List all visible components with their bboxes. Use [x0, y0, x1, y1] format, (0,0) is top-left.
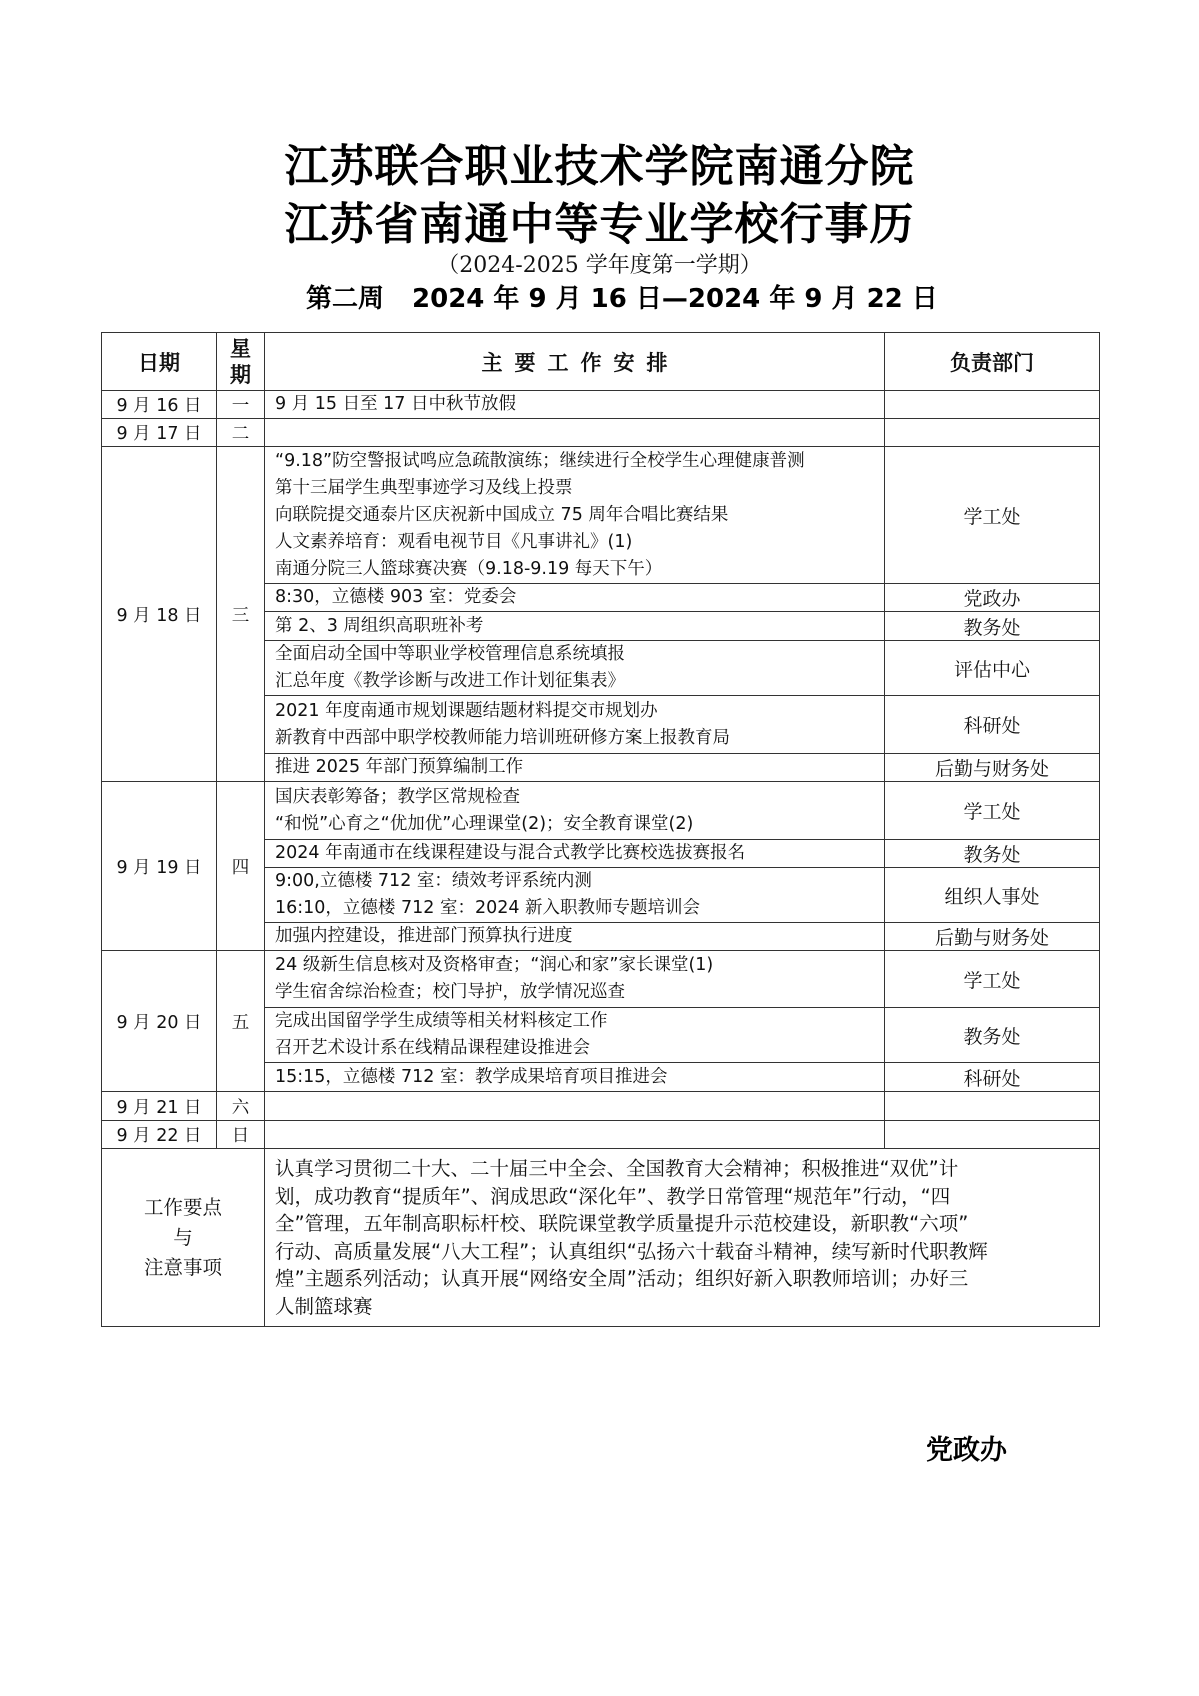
notes-label-line: 工作要点 — [143, 1195, 222, 1219]
dept-cell: 学工处 — [885, 447, 1100, 584]
work-item: “和悦”心育之“优加优”心理课堂(2)；安全教育课堂(2) — [275, 813, 694, 834]
dept-cell: 学工处 — [885, 951, 1100, 1008]
work-item: 第 2、3 周组织高职班补考 — [275, 615, 484, 636]
notes-line: 行动、高质量发展“八大工程”；认真组织“弘扬六十载奋斗精神，续写新时代职教辉 — [275, 1239, 988, 1263]
work-item: 15:15，立德楼 712 室：教学成果培育项目推进会 — [275, 1066, 668, 1087]
notes-line: 全”管理，五年制高职标杆校、联院课堂教学质量提升示范校建设，新职教“六项” — [275, 1212, 969, 1235]
work-cell — [265, 1121, 885, 1149]
weekday-cell: 二 — [217, 419, 265, 447]
dept-cell — [885, 419, 1100, 447]
work-item: 第十三届学生典型事迹学习及线上投票 — [275, 477, 573, 498]
work-item: 9:00,立德楼 712 室：绩效考评系统内测 — [275, 871, 592, 891]
work-item: 16:10，立德楼 712 室：2024 新入职教师专题培训会 — [275, 898, 701, 918]
work-cell — [265, 641, 885, 696]
weekday-cell: 三 — [217, 447, 265, 782]
dept-cell: 科研处 — [885, 1063, 1100, 1092]
work-item: 国庆表彰筹备；教学区常规检查 — [275, 786, 520, 807]
date-cell: 9 月 22 日 — [102, 1121, 217, 1149]
table-row — [102, 1121, 1100, 1149]
dept-cell — [885, 1092, 1100, 1121]
notes-label — [102, 1149, 265, 1327]
work-item: 汇总年度《教学诊断与改进工作计划征集表》 — [275, 671, 625, 691]
date-cell: 9 月 17 日 — [102, 419, 217, 447]
header-day — [217, 333, 265, 391]
dept-cell: 党政办 — [885, 584, 1100, 612]
dept-cell — [885, 391, 1100, 419]
work-cell — [265, 612, 885, 641]
notes-label-line: 注意事项 — [143, 1255, 222, 1279]
work-item: 全面启动全国中等职业学校管理信息系统填报 — [275, 644, 625, 664]
work-cell — [265, 782, 885, 840]
dept-cell: 教务处 — [885, 1008, 1100, 1063]
header-work: 主要工作安排 — [265, 333, 885, 391]
work-cell — [265, 1092, 885, 1121]
work-cell — [265, 868, 885, 923]
notes-line: 煌”主题系列活动；认真开展“网络安全周”活动；组织好新入职教师培训；办好三 — [275, 1267, 969, 1290]
work-item: “9.18”防空警报试鸣应急疏散演练；继续进行全校学生心理健康普测 — [275, 450, 805, 471]
date-cell: 9 月 16 日 — [102, 391, 217, 419]
work-item: 2021 年度南通市规划课题结题材料提交市规划办 — [275, 700, 658, 721]
work-item: 新教育中西部中职学校教师能力培训班研修方案上报教育局 — [275, 727, 730, 748]
work-item: 人文素养培育：观看电视节目《凡事讲礼》(1) — [275, 531, 633, 552]
work-cell — [265, 1063, 885, 1092]
header-day-bottom: 期 — [230, 362, 251, 387]
date-cell: 9 月 20 日 — [102, 951, 217, 1092]
work-cell — [265, 951, 885, 1008]
header-day-top: 星 — [230, 336, 251, 361]
notes-line: 认真学习贯彻二十大、二十届三中全会、全国教育大会精神；积极推进“双优”计 — [275, 1157, 959, 1180]
dept-cell — [885, 1121, 1100, 1149]
work-cell — [265, 419, 885, 447]
notes-label-line: 与 — [173, 1225, 193, 1249]
table-row — [102, 391, 1100, 419]
weekday-cell: 五 — [217, 951, 265, 1092]
work-item: 召开艺术设计系在线精品课程建设推进会 — [275, 1038, 590, 1058]
work-cell — [265, 923, 885, 951]
dept-cell: 后勤与财务处 — [885, 923, 1100, 951]
work-cell — [265, 696, 885, 754]
weekday-cell: 四 — [217, 782, 265, 951]
week-label: 第二周 — [306, 284, 385, 314]
dept-cell: 教务处 — [885, 840, 1100, 868]
week-heading — [306, 282, 938, 316]
work-item: 2024 年南通市在线课程建设与混合式教学比赛校选拔赛报名 — [275, 843, 746, 863]
weekday-cell: 日 — [217, 1121, 265, 1149]
work-cell — [265, 391, 885, 419]
notes-line: 划，成功教育“提质年”、润成思政“深化年”、教学日常管理“规范年”行动，“四 — [275, 1184, 951, 1208]
work-item: 完成出国留学学生成绩等相关材料核定工作 — [275, 1011, 608, 1031]
work-cell — [265, 754, 885, 782]
work-item: 9 月 15 日至 17 日中秋节放假 — [275, 394, 516, 414]
work-item: 向联院提交通泰片区庆祝新中国成立 75 周年合唱比赛结果 — [275, 504, 729, 525]
weekday-cell: 一 — [217, 391, 265, 419]
work-cell — [265, 840, 885, 868]
work-cell — [265, 584, 885, 612]
semester-subtitle: （2024-2025 学年度第一学期） — [437, 253, 762, 278]
dept-cell: 教务处 — [885, 612, 1100, 641]
table-row — [102, 447, 1100, 584]
schedule-table — [101, 332, 1100, 1327]
document-title-line1: 江苏联合职业技术学院南通分院 — [284, 141, 915, 192]
dept-cell: 后勤与财务处 — [885, 754, 1100, 782]
work-item: 推进 2025 年部门预算编制工作 — [275, 757, 524, 777]
weekday-cell: 六 — [217, 1092, 265, 1121]
notes-line: 人制篮球赛 — [275, 1294, 373, 1318]
work-item: 学生宿舍综治检查；校门导护，放学情况巡查 — [275, 982, 625, 1002]
work-item: 南通分院三人篮球赛决赛（9.18-9.19 每天下午） — [275, 558, 663, 579]
dept-cell: 组织人事处 — [885, 868, 1100, 923]
work-cell — [265, 1008, 885, 1063]
work-cell — [265, 447, 885, 584]
table-row — [102, 782, 1100, 840]
date-cell: 9 月 19 日 — [102, 782, 217, 951]
header-date: 日期 — [102, 333, 217, 391]
notes-row — [102, 1149, 1100, 1327]
date-cell: 9 月 21 日 — [102, 1092, 217, 1121]
table-header-row — [102, 333, 1100, 391]
dept-cell: 学工处 — [885, 782, 1100, 840]
table-row — [102, 1092, 1100, 1121]
work-item: 8:30，立德楼 903 室：党委会 — [275, 587, 517, 607]
week-range: 2024 年 9 月 16 日—2024 年 9 月 22 日 — [412, 284, 938, 314]
document-title-line2: 江苏省南通中等专业学校行事历 — [284, 199, 915, 250]
work-item: 24 级新生信息核对及资格审查；“润心和家”家长课堂(1) — [275, 955, 714, 975]
dept-cell: 评估中心 — [885, 641, 1100, 696]
dept-cell: 科研处 — [885, 696, 1100, 754]
notes-content — [265, 1149, 1100, 1327]
date-cell: 9 月 18 日 — [102, 447, 217, 782]
table-row — [102, 419, 1100, 447]
header-dept: 负责部门 — [885, 333, 1100, 391]
table-row — [102, 951, 1100, 1008]
work-item: 加强内控建设，推进部门预算执行进度 — [275, 926, 573, 946]
issuing-office: 党政办 — [926, 1435, 1007, 1466]
